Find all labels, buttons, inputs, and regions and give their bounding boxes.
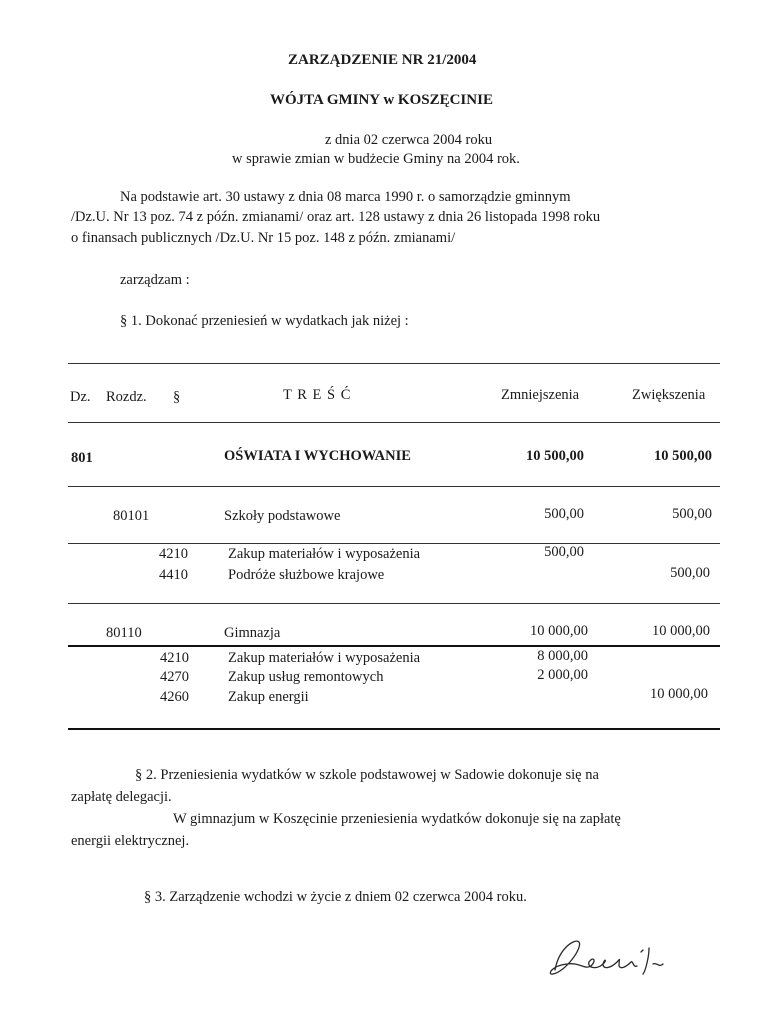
subject-line: w sprawie zmian w budżecie Gminy na 2004 rok. [232, 151, 520, 167]
paragraph-1: § 1. Dokonać przeniesień w wydatkach jak niżej : [120, 313, 409, 329]
chapter-1-code: 80101 [113, 508, 150, 524]
section-increases: 10 500,00 [654, 448, 712, 464]
paragraph-2-line-1: § 2. Przeniesienia wydatków w szkole podstawowej w Sadowie dokonuje się na [135, 767, 599, 783]
header-decreases: Zmniejszenia [501, 387, 580, 403]
header-bottom-rule [68, 422, 720, 423]
chapter-1-row-1-par: 4210 [159, 546, 188, 562]
chapter-1-bottom-rule [68, 603, 720, 604]
paragraph-3: § 3. Zarządzenie wchodzi w życie z dniem 02 czerwca 2004 roku. [144, 889, 527, 905]
chapter-2-row-1-decreases: 8 000,00 [537, 648, 588, 664]
section-decreases: 10 500,00 [526, 448, 584, 464]
paragraph-2-line-4: energii elektrycznej. [71, 833, 190, 849]
chapter-2-row-3-name: Zakup energii [228, 689, 309, 705]
chapter-2-row-2-par: 4270 [160, 669, 189, 685]
chapter-1-rule [68, 543, 720, 544]
chapter-2-row-2-decreases: 2 000,00 [537, 667, 588, 683]
header-increases: Zwiększenia [632, 387, 706, 403]
header-tresc: T R E Ś Ć [283, 387, 352, 403]
section-rule [68, 486, 720, 487]
chapter-1-increases: 500,00 [672, 506, 712, 522]
document-subtitle: WÓJTA GMINY w KOSZĘCINIE [270, 92, 493, 108]
chapter-1-row-2-par: 4410 [159, 567, 188, 583]
legal-basis-line-2: /Dz.U. Nr 13 poz. 74 z późn. zmianami/ oraz art. 128 ustawy z dnia 26 listopada 1998 roku [71, 209, 601, 225]
signature [545, 928, 675, 993]
chapter-2-row-2-name: Zakup usług remontowych [228, 669, 384, 685]
chapter-2-rule [68, 645, 720, 647]
section-name: OŚWIATA I WYCHOWANIE [224, 448, 411, 464]
table-top-rule [68, 363, 720, 364]
chapter-2-row-3-par: 4260 [160, 689, 189, 705]
chapter-2-name: Gimnazja [224, 625, 281, 641]
header-rozdz: Rozdz. [106, 389, 147, 405]
table-bottom-rule [68, 728, 720, 730]
chapter-2-row-1-par: 4210 [160, 650, 189, 666]
chapter-1-row-1-decreases: 500,00 [544, 544, 584, 560]
header-dz: Dz. [70, 389, 91, 405]
chapter-2-row-3-increases: 10 000,00 [650, 686, 708, 702]
date-line: z dnia 02 czerwca 2004 roku [325, 132, 493, 148]
paragraph-2-line-3: W gimnazjum w Koszęcinie przeniesienia wydatków dokonuje się na zapłatę [173, 811, 621, 827]
legal-basis-line-3: o finansach publicznych /Dz.U. Nr 15 poz. 148 z późn. zmianami/ [71, 230, 456, 246]
chapter-1-decreases: 500,00 [544, 506, 584, 522]
chapter-1-row-2-name: Podróże służbowe krajowe [228, 567, 385, 583]
chapter-2-code: 80110 [106, 625, 142, 641]
header-paragraph: § [173, 389, 181, 405]
legal-basis-line-1: Na podstawie art. 30 ustawy z dnia 08 marca 1990 r. o samorządzie gminnym [120, 189, 571, 205]
chapter-2-increases: 10 000,00 [652, 623, 710, 639]
paragraph-2-line-2: zapłatę delegacji. [71, 789, 172, 805]
section-dz: 801 [71, 450, 93, 466]
chapter-1-name: Szkoły podstawowe [224, 508, 341, 524]
chapter-1-row-1-name: Zakup materiałów i wyposażenia [228, 546, 421, 562]
document-title: ZARZĄDZENIE NR 21/2004 [288, 52, 477, 68]
chapter-2-row-1-name: Zakup materiałów i wyposażenia [228, 650, 421, 666]
decree-word: zarządzam : [120, 272, 190, 288]
chapter-1-row-2-increases: 500,00 [670, 565, 710, 581]
chapter-2-decreases: 10 000,00 [530, 623, 588, 639]
